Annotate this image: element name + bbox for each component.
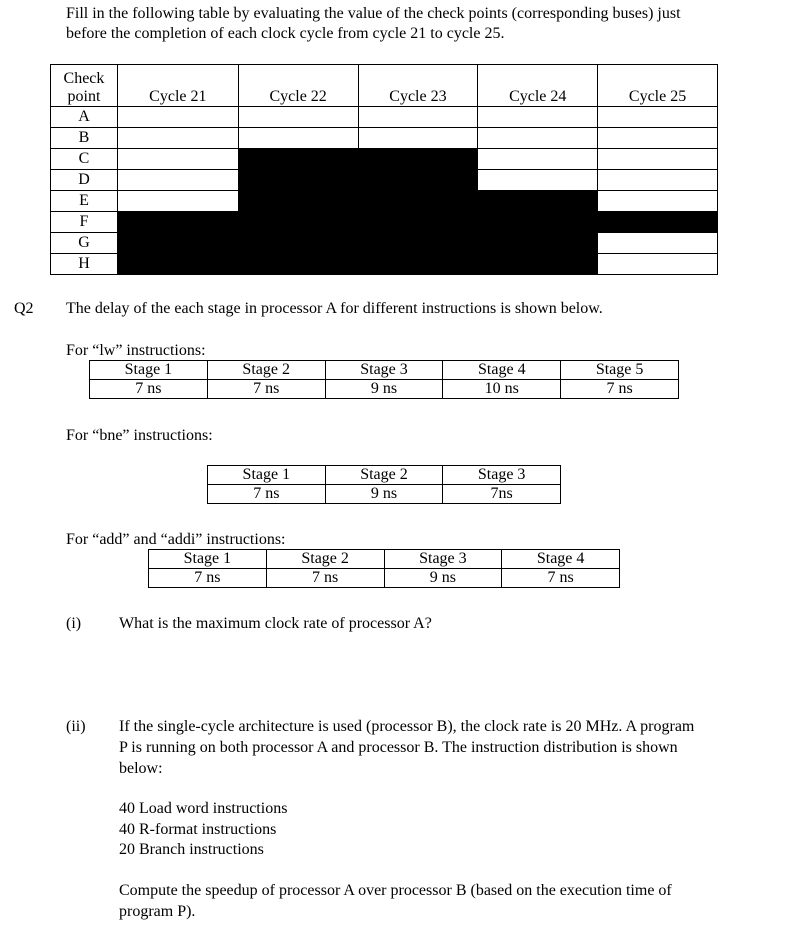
answer-cell	[478, 170, 598, 191]
stage-name: Stage 3	[325, 361, 443, 380]
redacted-cell	[238, 191, 358, 212]
part-ii-line-2: P is running on both processor A and processor B. The instruction distribution is shown	[119, 739, 678, 756]
compute-line-1: Compute the speedup of processor A over processor B (based on the execution time of	[119, 882, 672, 899]
redacted-cell	[238, 170, 358, 191]
stage-delay: 7 ns	[561, 380, 679, 399]
distribution-item: 20 Branch instructions	[119, 841, 264, 858]
checkpoint-label: D	[51, 170, 118, 191]
checkpoint-label: E	[51, 191, 118, 212]
checkpoint-row	[51, 128, 718, 149]
redacted-cell	[358, 212, 478, 233]
answer-cell	[598, 233, 718, 254]
stage-delay: 7 ns	[207, 380, 325, 399]
answer-cell	[598, 191, 718, 212]
checkpoint-table	[50, 64, 718, 275]
checkpoint-label: G	[51, 233, 118, 254]
cycle-header: Cycle 24	[478, 65, 598, 107]
stage-delay: 9 ns	[384, 569, 502, 588]
answer-cell	[598, 149, 718, 170]
stage-name: Stage 2	[325, 466, 443, 485]
answer-cell	[598, 128, 718, 149]
intro-line-2: before the completion of each clock cycle from cycle 21 to cycle 25.	[66, 25, 505, 42]
checkpoint-header-line-2: point	[67, 88, 101, 105]
redacted-cell	[117, 233, 238, 254]
answer-cell	[117, 170, 238, 191]
stage-name: Stage 1	[208, 466, 326, 485]
question-number: Q2	[14, 300, 34, 317]
stage-delay: 7 ns	[266, 569, 384, 588]
redacted-cell	[238, 233, 358, 254]
redacted-cell	[478, 212, 598, 233]
add-stage-table	[148, 549, 620, 588]
checkpoint-label: B	[51, 128, 118, 149]
answer-cell	[117, 149, 238, 170]
question-text: The delay of the each stage in processor A for different instructions is shown below.	[66, 300, 603, 317]
checkpoint-label: H	[51, 254, 118, 275]
checkpoint-row	[51, 191, 718, 212]
redacted-cell	[478, 233, 598, 254]
answer-cell	[238, 107, 358, 128]
stage-name-row	[208, 466, 561, 485]
answer-cell	[598, 107, 718, 128]
intro-line-1: Fill in the following table by evaluating the value of the check points (corresponding buses) just	[66, 5, 681, 22]
distribution-item: 40 R-format instructions	[119, 821, 277, 838]
checkpoint-row	[51, 254, 718, 275]
stage-delay-row	[208, 485, 561, 504]
redacted-cell	[478, 254, 598, 275]
bne-heading: For “bne” instructions:	[66, 427, 213, 444]
stage-delay-row	[149, 569, 620, 588]
stage-delay: 7 ns	[502, 569, 620, 588]
stage-delay: 7ns	[443, 485, 561, 504]
compute-line-2: program P).	[119, 903, 196, 920]
stage-name-row	[90, 361, 679, 380]
redacted-cell	[238, 212, 358, 233]
answer-cell	[117, 107, 238, 128]
part-i-label: (i)	[66, 615, 82, 632]
checkpoint-header-line-1: Check	[63, 70, 105, 87]
checkpoint-label: A	[51, 107, 118, 128]
redacted-cell	[117, 254, 238, 275]
answer-cell	[598, 254, 718, 275]
stage-delay: 9 ns	[325, 380, 443, 399]
redacted-cell	[358, 149, 478, 170]
answer-cell	[117, 128, 238, 149]
stage-name: Stage 5	[561, 361, 679, 380]
stage-name: Stage 1	[90, 361, 208, 380]
checkpoint-label: F	[51, 212, 118, 233]
redacted-cell	[358, 254, 478, 275]
bne-stage-table	[207, 465, 561, 504]
redacted-cell	[358, 233, 478, 254]
stage-delay: 7 ns	[149, 569, 267, 588]
stage-delay: 9 ns	[325, 485, 443, 504]
part-i-text: What is the maximum clock rate of processor A?	[119, 615, 432, 632]
answer-cell	[358, 107, 478, 128]
redacted-cell	[117, 212, 238, 233]
checkpoint-row	[51, 212, 718, 233]
distribution-item: 40 Load word instructions	[119, 800, 288, 817]
part-ii-line-3: below:	[119, 760, 163, 777]
stage-name: Stage 3	[443, 466, 561, 485]
checkpoint-row	[51, 149, 718, 170]
stage-delay: 7 ns	[208, 485, 326, 504]
redacted-cell	[358, 191, 478, 212]
stage-name: Stage 3	[384, 550, 502, 569]
add-heading: For “add” and “addi” instructions:	[66, 531, 286, 548]
lw-stage-table	[89, 360, 679, 399]
part-ii-label: (ii)	[66, 718, 86, 735]
cycle-header: Cycle 25	[598, 65, 718, 107]
checkpoint-label: C	[51, 149, 118, 170]
redacted-cell	[238, 149, 358, 170]
answer-cell	[117, 191, 238, 212]
stage-name: Stage 4	[502, 550, 620, 569]
stage-name: Stage 4	[443, 361, 561, 380]
stage-delay: 10 ns	[443, 380, 561, 399]
stage-delay: 7 ns	[90, 380, 208, 399]
part-ii-line-1: If the single-cycle architecture is used (processor B), the clock rate is 20 MHz. A program	[119, 718, 695, 735]
stage-name: Stage 2	[266, 550, 384, 569]
checkpoint-row	[51, 233, 718, 254]
stage-name-row	[149, 550, 620, 569]
answer-cell	[358, 128, 478, 149]
answer-cell	[238, 128, 358, 149]
answer-cell	[478, 107, 598, 128]
lw-heading: For “lw” instructions:	[66, 342, 206, 359]
redacted-cell	[238, 254, 358, 275]
checkpoint-row	[51, 170, 718, 191]
cycle-header: Cycle 23	[358, 65, 478, 107]
checkpoint-row	[51, 107, 718, 128]
redacted-cell	[598, 212, 718, 233]
redacted-cell	[478, 191, 598, 212]
answer-cell	[478, 128, 598, 149]
answer-cell	[598, 170, 718, 191]
redacted-cell	[358, 170, 478, 191]
stage-delay-row	[90, 380, 679, 399]
stage-name: Stage 2	[207, 361, 325, 380]
checkpoint-header-cell	[51, 65, 118, 107]
checkpoint-header-row	[51, 65, 718, 107]
cycle-header: Cycle 21	[117, 65, 238, 107]
answer-cell	[478, 149, 598, 170]
cycle-header: Cycle 22	[238, 65, 358, 107]
stage-name: Stage 1	[149, 550, 267, 569]
